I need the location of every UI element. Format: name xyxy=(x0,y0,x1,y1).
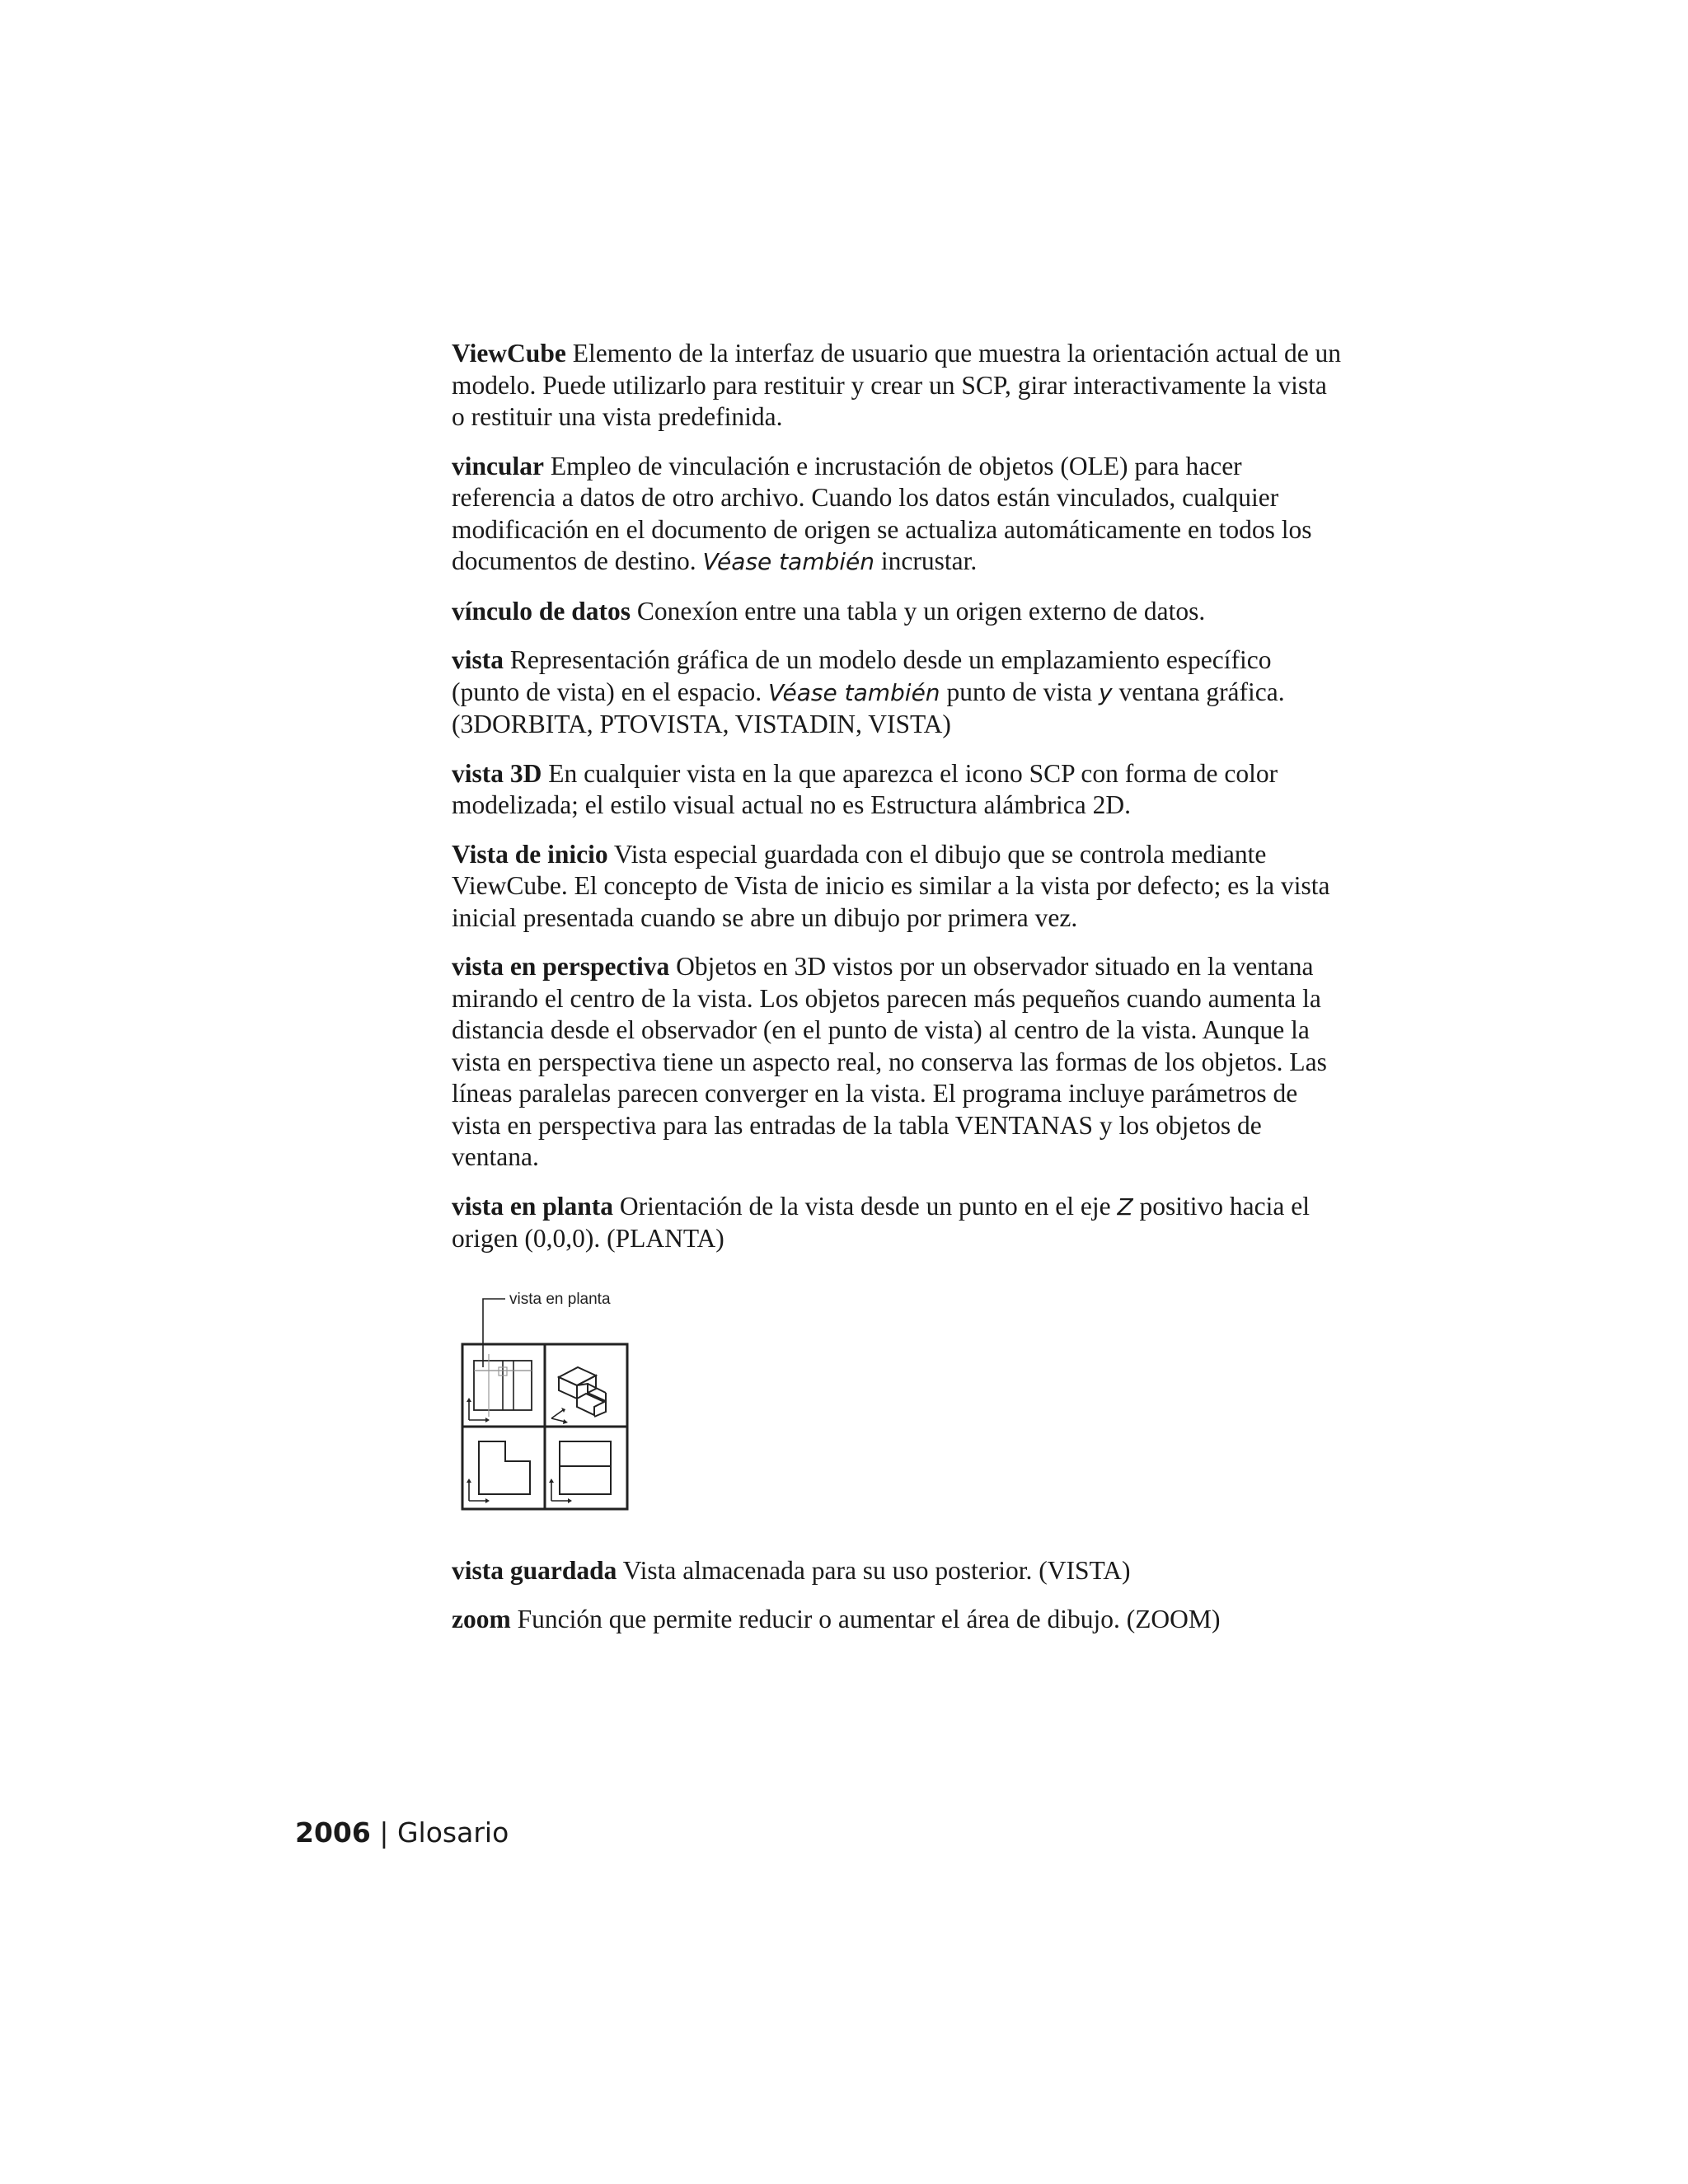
glossary-entry-zoom xyxy=(452,1604,1342,1636)
glossary-entry-vista-3d xyxy=(452,758,1342,822)
front-view-viewport xyxy=(467,1441,530,1503)
see-also-reference: punto de vista xyxy=(946,677,1093,706)
entry-term: vista xyxy=(452,645,504,674)
entry-definition: positivo hacia el origen (0,0,0). (PLANTA) xyxy=(452,1191,1310,1253)
glossary-entry-vista-en-perspectiva xyxy=(452,951,1342,1174)
entry-term: vista guardada xyxy=(452,1555,617,1585)
plan-view-viewport xyxy=(467,1354,532,1422)
glossary-entry-viewcube xyxy=(452,338,1342,434)
entry-definition: En cualquier vista en la que aparezca el icono SCP con forma de color modelizada; el estilo visual actual no es Estructura alámbrica 2D. xyxy=(452,758,1278,819)
see-also-label: Véase también xyxy=(768,678,940,706)
entry-term: ViewCube xyxy=(452,339,566,368)
glossary-entry-vincular xyxy=(452,451,1342,579)
entry-term: vista en perspectiva xyxy=(452,952,670,981)
entry-definition: Vista especial guardada con el dibujo que se controla mediante ViewCube. El concepto de Vista de inicio es similar a la vista por defecto; es la vista inicial presentada cuando se abre un dibujo por primera vez. xyxy=(452,839,1330,932)
entry-definition: Vista almacenada para su uso posterior. (VISTA) xyxy=(622,1555,1131,1585)
glossary-entry-vista-guardada xyxy=(452,1555,1342,1587)
page-number: 2006 xyxy=(295,1816,371,1849)
entry-definition: Representación gráfica de un modelo desde un emplazamiento específico (punto de vista) en el espacio. xyxy=(452,645,1272,706)
entry-definition: Orientación de la vista desde un punto en el eje xyxy=(619,1191,1111,1221)
see-also-label: Véase también xyxy=(702,548,875,575)
entry-definition: Función que permite reducir o aumentar el área de dibujo. (ZOOM) xyxy=(517,1605,1221,1633)
see-also-reference: incrustar. xyxy=(880,546,978,575)
entry-definition: Empleo de vinculación e incrustación de objetos (OLE) para hacer referencia a datos de otro archivo. Cuando los datos están vinculados, cualquier modificación en el documento de origen se actualiza automáticamente en todos los documentos de destino. xyxy=(452,451,1312,575)
see-also-reference: ventana gráfica. (3DORBITA, PTOVISTA, VISTADIN, VISTA) xyxy=(452,677,1285,738)
glossary-content xyxy=(452,338,1342,1653)
entry-definition: Conexíon entre una tabla y un origen externo de datos. xyxy=(636,596,1206,626)
entry-definition: Elemento de la interfaz de usuario que muestra la orientación actual de un modelo. Puede utilizarlo para restituir y crear un SCP, girar interactivamente la vista o restituir una vista predefinida. xyxy=(452,339,1342,431)
see-also-conjunction: y xyxy=(1099,678,1113,706)
entry-term: vista en planta xyxy=(452,1191,614,1221)
entry-term: vínculo de datos xyxy=(452,596,631,626)
plan-view-figure xyxy=(456,1278,654,1517)
glossary-entry-vista xyxy=(452,644,1342,741)
axis-label: Z xyxy=(1117,1193,1133,1221)
figure-callout-label: vista en planta xyxy=(509,1290,611,1308)
glossary-entry-vista-en-planta xyxy=(452,1191,1342,1255)
side-view-viewport xyxy=(549,1441,611,1503)
entry-term: Vista de inicio xyxy=(452,839,608,869)
footer-separator: | xyxy=(379,1816,389,1849)
glossary-entry-vista-de-inicio xyxy=(452,839,1342,935)
callout-leader-line xyxy=(483,1299,505,1367)
entry-term: zoom xyxy=(452,1605,511,1633)
glossary-entry-vinculo-de-datos xyxy=(452,596,1342,628)
isometric-viewport xyxy=(551,1367,606,1424)
footer-section-title: Glosario xyxy=(396,1816,509,1849)
entry-term: vincular xyxy=(452,451,545,480)
page-footer xyxy=(295,1816,509,1849)
four-viewport-plan-view-diagram-icon xyxy=(456,1278,654,1517)
entry-definition: Objetos en 3D vistos por un observador situado en la ventana mirando el centro de la vista. Los objetos parecen más pequeños cuando aumenta la distancia desde el observador (en el punto de vista) al centro de la vista. Aunque la vista en perspectiva tiene un aspecto real, no conserva las formas de los objetos. Las líneas paralelas parecen converger en la vista. El programa incluye parámetros de vista en perspectiva para las entradas de la tabla VENTANAS y los objetos de ventana. xyxy=(452,952,1327,1171)
entry-term: vista 3D xyxy=(452,758,542,788)
